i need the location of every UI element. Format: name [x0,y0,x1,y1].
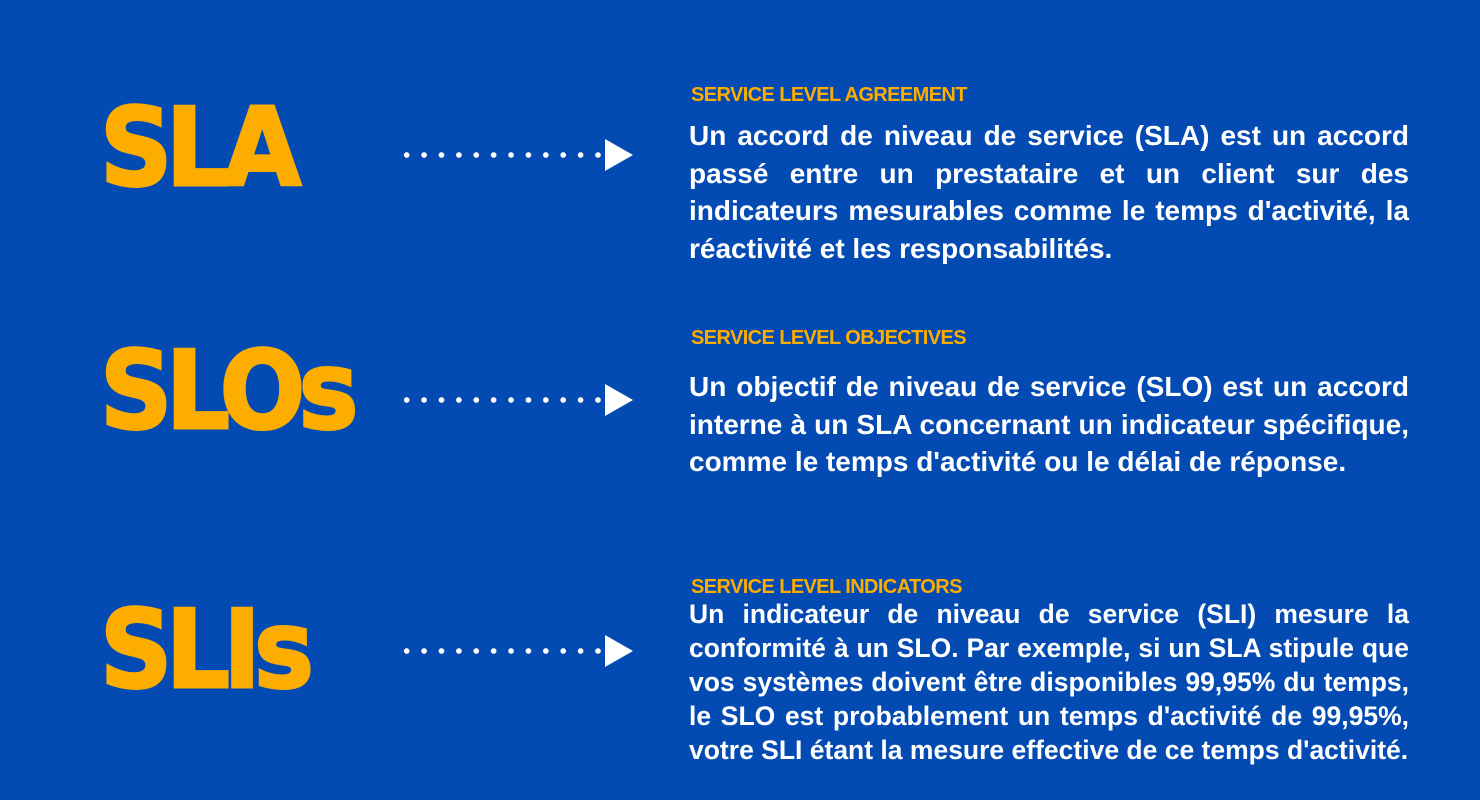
sla-arrow-icon [398,138,638,172]
slos-arrow-icon [398,383,638,417]
dotted-line [398,152,604,158]
slis-acronym: SLIs [100,588,308,713]
arrowhead-icon [605,139,633,171]
dotted-line [398,397,604,403]
dotted-line [398,648,604,654]
slis-description: Un indicateur de niveau de service (SLI) mesure la conformité à un SLO. Par exemple, si un SLA stipule que vos systèmes doivent être disponibles 99,95% du temps, le SLO est probablement un temps d'activité de 99,95%, votre SLI étant la mesure effective de ce temps d'activité. [689,599,1409,765]
slos-heading: SERVICE LEVEL OBJECTIVES [691,327,966,349]
slis-heading: SERVICE LEVEL INDICATORS [691,576,962,598]
sla-heading: SERVICE LEVEL AGREEMENT [691,84,967,106]
slis-arrow-icon [398,634,638,668]
slos-acronym: SLOs [100,329,352,454]
sla-description: Un accord de niveau de service (SLA) est un accord passé entre un prestataire et un client sur des indicateurs mesurables comme le temps d'activité, la réactivité et les responsabilités. [689,120,1409,264]
sla-acronym: SLA [100,86,295,211]
arrowhead-icon [605,635,633,667]
arrowhead-icon [605,384,633,416]
slos-description: Un objectif de niveau de service (SLO) est un accord interne à un SLA concernant un indicateur spécifique, comme le temps d'activité ou le délai de réponse. [689,371,1409,477]
